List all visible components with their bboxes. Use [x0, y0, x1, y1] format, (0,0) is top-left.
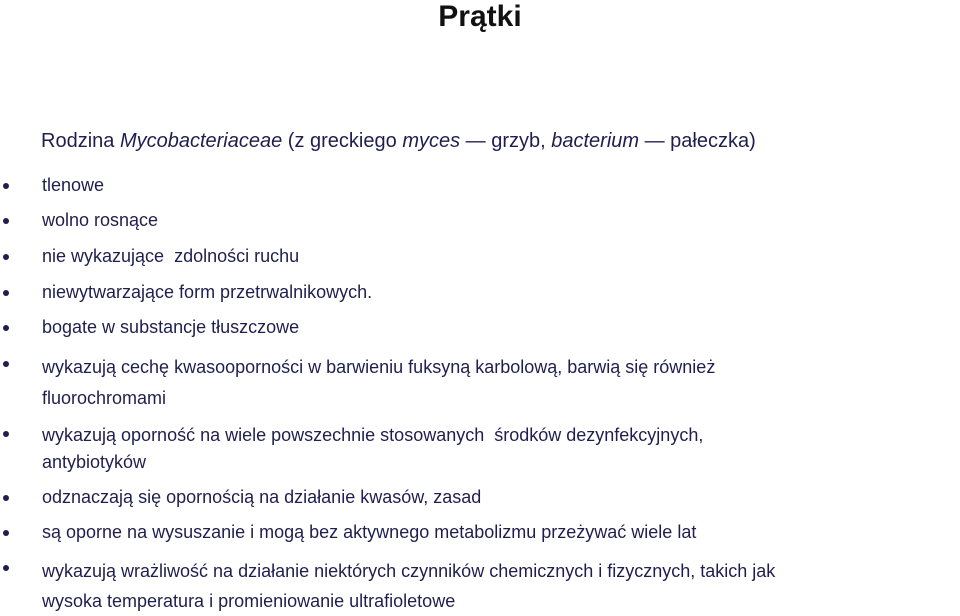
bullet-line: są oporne na wysuszanie i mogą bez aktywnego metabolizmu przeżywać wiele lat	[42, 522, 697, 542]
intro-text-4: — pałeczka)	[639, 130, 756, 152]
slide-title: Prątki	[438, 0, 522, 33]
bullet-text	[42, 174, 104, 197]
bullet-dot-icon	[3, 325, 9, 331]
bullet-dot-icon	[3, 565, 9, 571]
intro-text-1: Rodzina	[41, 130, 120, 152]
bullet-text	[42, 352, 715, 414]
bullet-dot-icon	[3, 183, 9, 189]
bullet-line: niewytwarzające form przetrwalnikowych.	[42, 282, 373, 302]
bullet-dot-icon	[3, 218, 9, 224]
intro-text-3: — grzyb,	[460, 130, 552, 152]
bullet-line: odznaczają się opornością na działanie kwasów, zasad	[42, 487, 482, 507]
bullet-line: bogate w substancje tłuszczowe	[42, 317, 300, 337]
intro-myces: myces	[402, 130, 461, 152]
bullet-text	[42, 281, 372, 304]
bullet-text	[42, 209, 158, 232]
bullet-line: fluorochromami	[42, 388, 167, 408]
bullet-line: wykazują wrażliwość na działanie niektórych czynników chemicznych i fizycznych, takich jak	[42, 561, 776, 581]
bullet-dot-icon	[3, 431, 9, 437]
intro-text-2: (z greckiego	[282, 130, 403, 152]
bullet-dot-icon	[3, 290, 9, 296]
bullet-text	[42, 556, 775, 616]
bullet-line: wykazują cechę kwasooporności w barwieniu fuksyną karbolową, barwią się również	[42, 357, 716, 377]
intro-family-name: Mycobacteriaceae	[119, 130, 283, 152]
bullet-dot-icon	[3, 530, 9, 536]
bullet-dot-icon	[3, 361, 9, 367]
intro-line	[41, 128, 756, 154]
bullet-line: wysoka temperatura i promieniowanie ultrafioletowe	[42, 591, 456, 611]
bullet-text	[42, 316, 299, 339]
bullet-text	[42, 486, 481, 509]
bullet-line: nie wykazujące zdolności ruchu	[42, 246, 300, 266]
bullet-line: tlenowe	[42, 175, 105, 195]
bullet-text	[42, 422, 703, 476]
bullet-line: antybiotyków	[42, 452, 147, 472]
bullet-dot-icon	[3, 495, 9, 501]
bullet-line: wykazują oporność na wiele powszechnie stosowanych środków dezynfekcyjnych,	[42, 425, 704, 445]
bullet-text	[42, 521, 696, 544]
bullet-text	[42, 245, 299, 268]
bullet-line: wolno rosnące	[42, 210, 159, 230]
bullet-dot-icon	[3, 254, 9, 260]
intro-bacterium: bacterium	[551, 130, 640, 152]
